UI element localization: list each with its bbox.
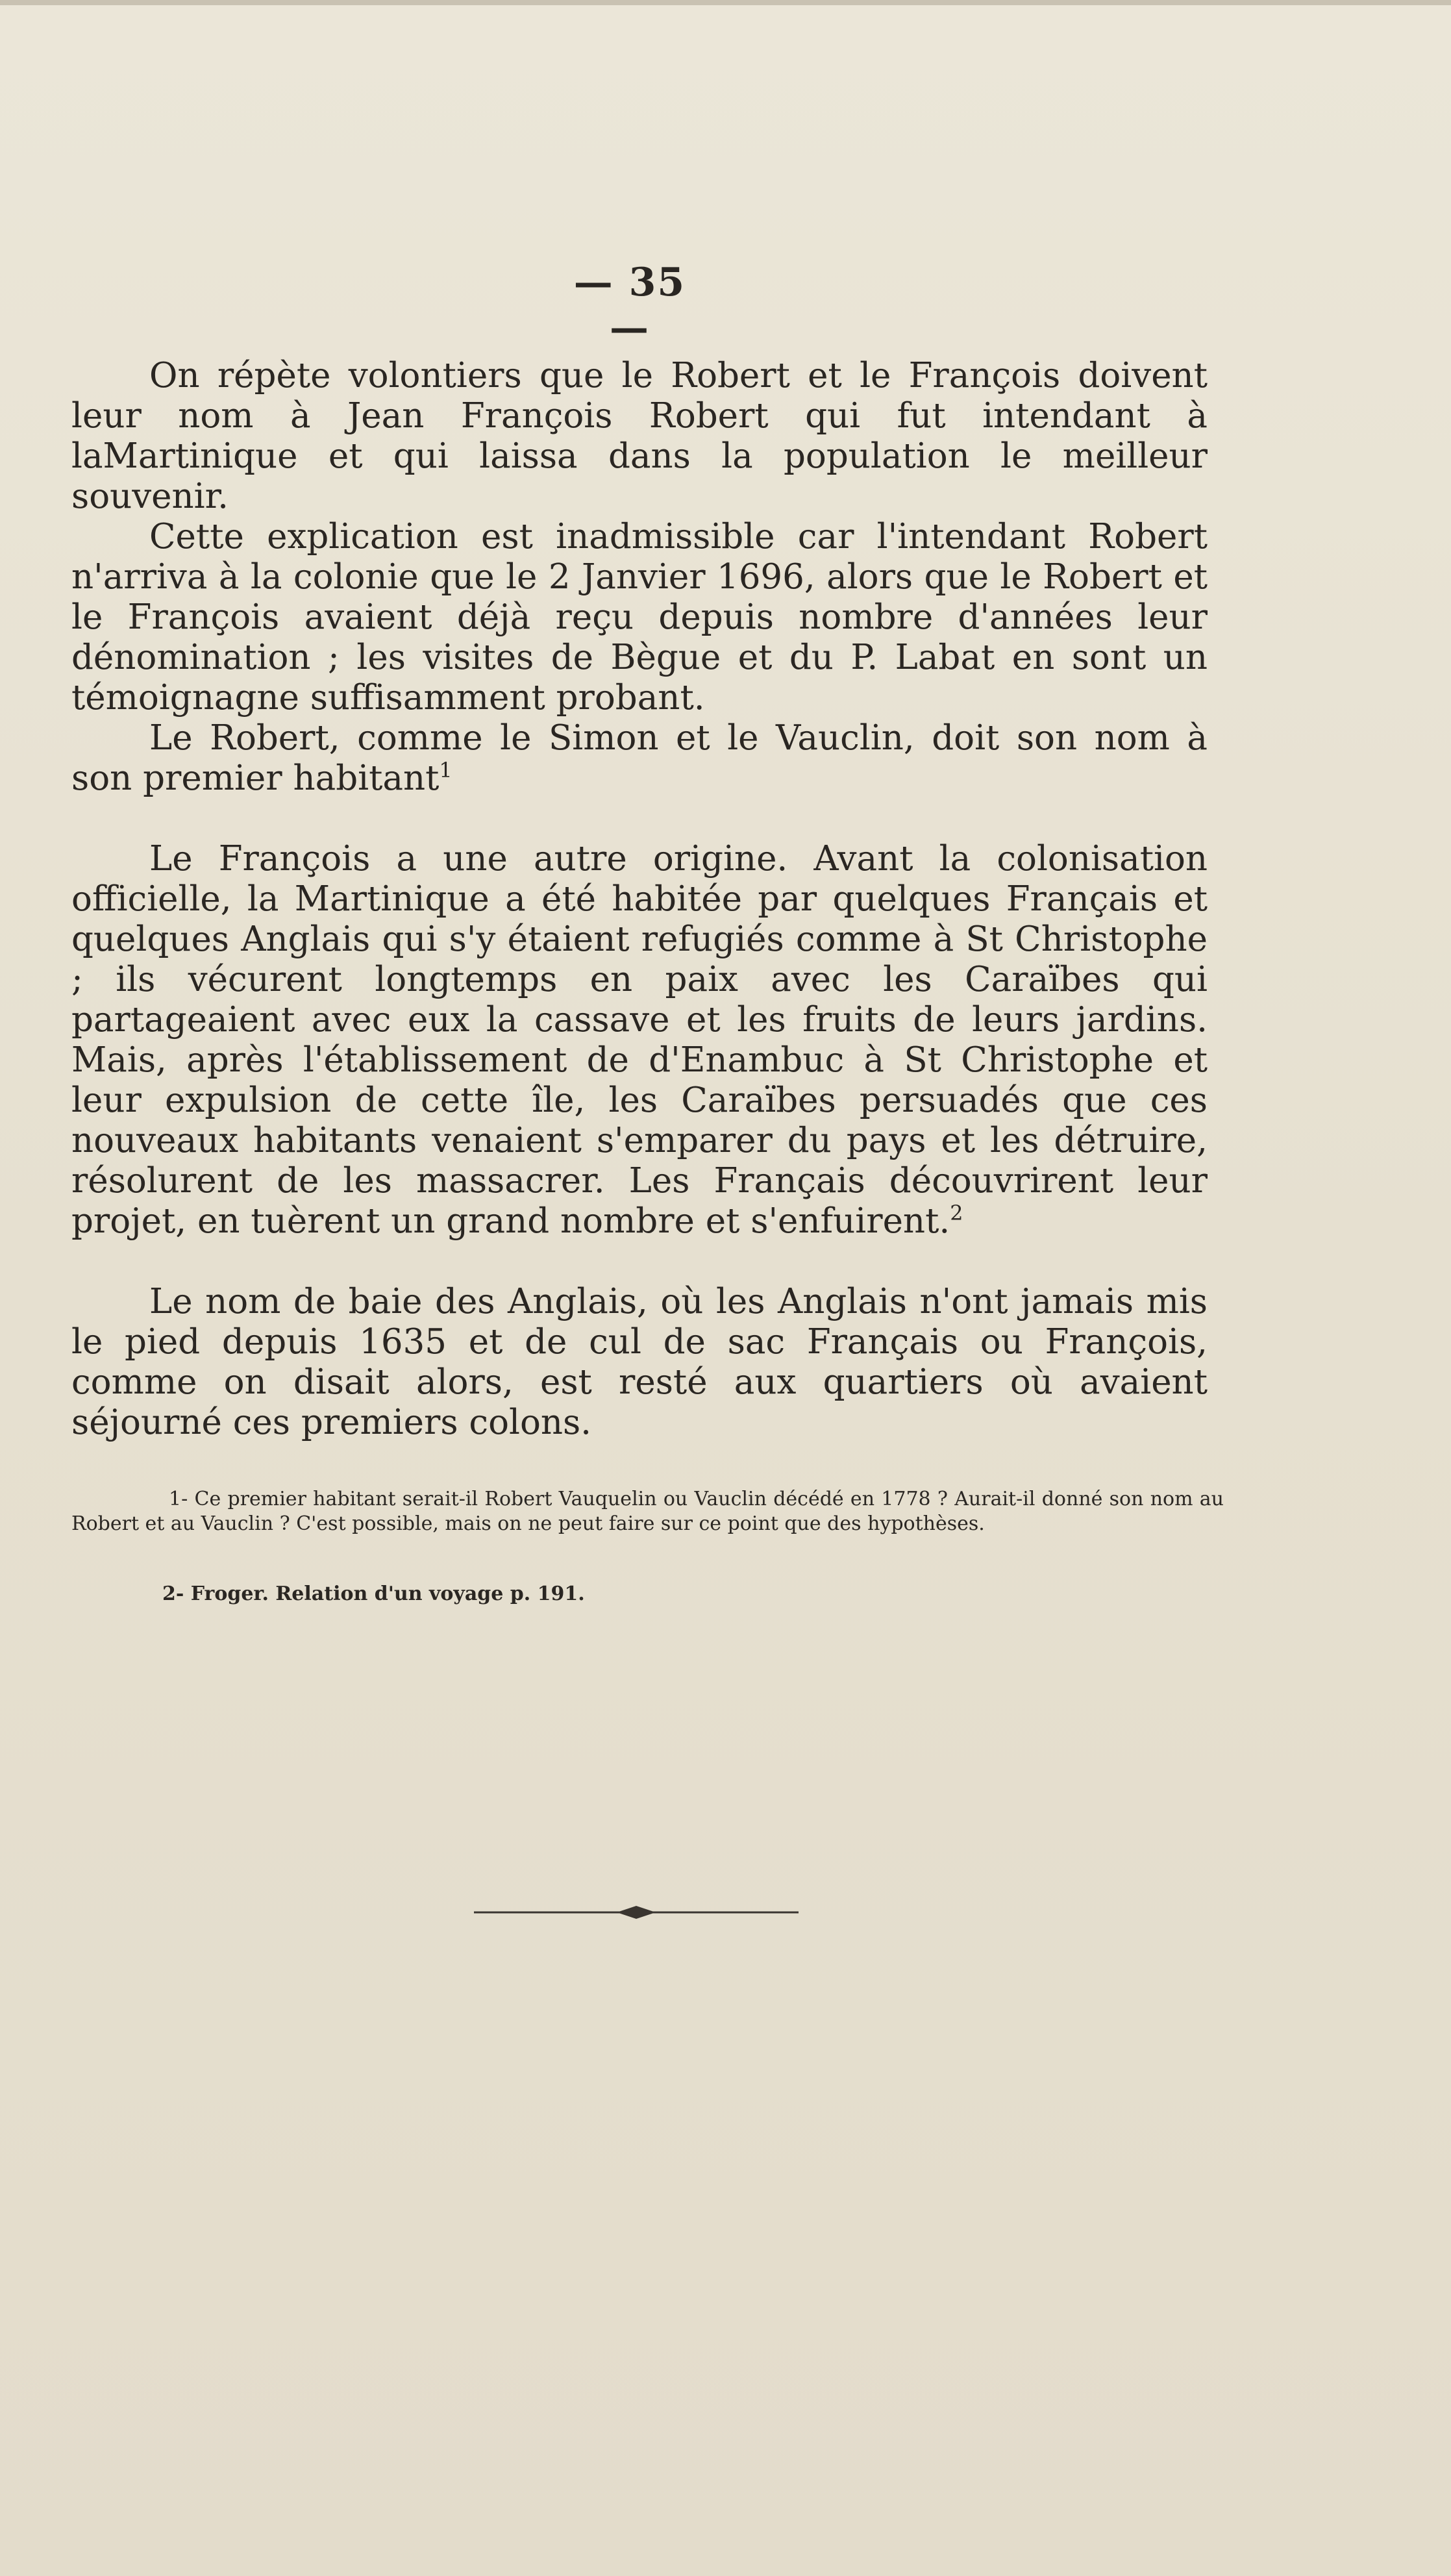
paragraph-3-text: Le Robert, comme le Simon et le Vauclin, doit son nom à son premier habitant: [71, 718, 1208, 798]
paragraph-gap: [71, 799, 1208, 839]
footnote-ref-1: 1: [439, 758, 453, 782]
paragraph-2: Cette explication est inadmissible car l'intendant Robert n'arriva à la colonie que le 2 Janvier 1696, alors que le Robert et le François avaient déjà reçu depuis nombre d'années leur dénomination ; les visites de Bègue et du P. Labat en sont un témoignagne suffisamment probant.: [71, 517, 1208, 718]
paragraph-1: On répète volontiers que le Robert et le François doivent leur nom à Jean François Robert qui fut intendant à laMartinique et qui laissa dans la population le meilleur souvenir.: [71, 356, 1208, 516]
paragraph-5: Le nom de baie des Anglais, où les Anglais n'ont jamais mis le pied depuis 1635 et de cul de sac Français ou François, comme on disait alors, est resté aux quartiers où avaient séjourné ces premiers colons.: [71, 1282, 1208, 1442]
footnote-1: 1- Ce premier habitant serait-il Robert Vauquelin ou Vauclin décédé en 1778 ? Aurait-il donné son nom au Robert et au Vauclin ? C'est possible, mais on ne peut faire sur ce point que des hypothèses.: [71, 1488, 1224, 1535]
paragraph-4-text: Le François a une autre origine. Avant la colonisation officielle, la Martinique a été habitée par quelques Français et quelques Anglais qui s'y étaient refugiés comme à St Christophe ; ils vécurent longtemps en paix avec les Caraïbes qui partageaient avec eux la cassave et les fruits de leurs jardins. Mais, après l'établissement de d'Enambuc à St Christophe et leur expulsion de cette île, les Caraïbes persuadés que ces nouveaux habitants venaient s'emparer du pays et les détruire, résolurent de les massacrer. Les Français découvrirent leur projet, en tuèrent un grand nombre et s'enfuirent.: [71, 839, 1208, 1241]
paragraph-3: [71, 718, 1208, 799]
paragraph-gap: [71, 1242, 1208, 1282]
footnote-ref-2: 2: [950, 1201, 963, 1225]
footnote-2: 2- Froger. Relation d'un voyage p. 191.: [162, 1582, 585, 1605]
top-edge-rule: [0, 0, 1451, 5]
page-number: — 35 —: [573, 260, 686, 351]
paragraph-4: [71, 839, 1208, 1242]
closing-ornament-icon: [467, 1899, 805, 1925]
footnotes: [71, 1487, 1224, 1607]
body-text: [71, 356, 1208, 1443]
